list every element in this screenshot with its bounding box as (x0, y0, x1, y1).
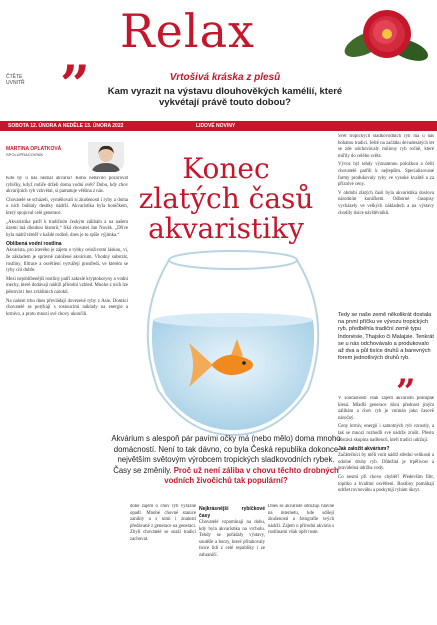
masthead (0, 0, 437, 116)
bottom-column-2 (199, 504, 265, 616)
paragraph: době zájem o chov ryb výrazně opadl. Mnohé chovné stanice zanikly a s nimi i znalosti předávané z generace na generaci. Zbylí chovatelé se snaží tradici zachovat. (130, 504, 196, 542)
newspaper-name: LIDOVÉ NOVINY (196, 123, 236, 129)
subheading: Jak založit akvárium? (338, 446, 390, 453)
goldfish-bowl-image (128, 230, 338, 450)
inside-label: ČTĚTE UVNITŘ (6, 74, 25, 86)
issue-date: SOBOTA 12. ÚNORA A NEDĚLE 13. ÚNORA 2022 (8, 123, 124, 129)
teaser-title: Kam vyrazit na výstavu dlouhověkých kamélií, které vykvétají právě touto dobou? (107, 86, 343, 108)
paragraph: Chovatelé vzpomínají na dobu, kdy byla akvaristika na vrcholu. Tehdy se pořádaly výstavy, soutěže a burzy, které přitahovaly tisíce lidí z celé republiky i ze zahraničí. (199, 520, 265, 558)
bottom-columns (130, 504, 334, 616)
author-name: MARTINA OPLATKOVÁ (6, 146, 62, 152)
paragraph: Chovatelé se scházeli, vyměňovali si zkušenosti i ryby a doma u nich bublaly desítky nádrží. Akvaristika byla koníčkem, který spojoval celé generace. (6, 197, 128, 216)
paragraph: V období zlatých časů byla akvaristika doslova národním koníčkem. Odborné časopisy vycházely ve velkých nákladech a na výstavy chodily tisíce návštěvníků. (338, 190, 434, 216)
caption-text: Akvárium s alespoň pár pavími očky má (nebo mělo) doma mnoho domácností. Není to tak dávno, co byla Česká republika dokonce největším světovým výrobcem tropických sladkovodních rybek. Časy se změnily. (111, 434, 341, 475)
paragraph: Co nesmí při chovu chybět? Především filtr, topítko a kvalitní osvětlení. Rostliny pomáhají udržet rovnováhu a poskytují rybám úkryt. (338, 474, 434, 494)
paragraph: „Akvaristika patří k tradičním českým zálibám a na našem území má dlouhou historii,“ říká chovatel Jan Novák. „Dříve byla nádrž téměř v každé rodině, dnes je to spíše výjimka.“ (6, 219, 128, 238)
subheading: Oblíbená vodní rostlina (6, 241, 62, 248)
paragraph: Kdo by u nás neznal akvária? Koho nebavilo pozorovat rybičky, když rodiče drželi doma vodní svět? Dobu, kdy chov akvarijních ryb vzkvétal, si pamatuje většina z nás. (6, 176, 128, 195)
article-column-3b (338, 396, 434, 616)
bottom-column-3 (268, 504, 334, 616)
paragraph: Vývoz byl tehdy významnou položkou a čeští chovatelé patřili k nejlepším. Specializované farmy produkovaly ryby ve vysoké kvalitě a za příznivé ceny. (338, 162, 434, 188)
paragraph: Mezi nejoblíbenější rostliny patří zakrslé kryptokoryny a vodní mechy, které dodávají nádrži přírodní vzhled. Mnoho z nich lze pěstovat i bez zvláštních nároků. (6, 276, 128, 295)
paragraph: Na našem trhu dnes převládají dovezené ryby z Asie. Domácí chovatelé se potýkají s rostoucími náklady na energie a krmivo, a proto mnozí své chovy ukončili. (6, 298, 128, 317)
pull-quote: Tedy se naše země několikrát dostala na první příčku ve vývozu tropických ryb, předběhla tradiční země typu Indonésie, Thajsko či Malajsie. Tenkrát se u nás odchovávalo a produkovalo až dva a půl tisíce druhů a barevných forem jednotlivých druhů ryb. (338, 312, 434, 362)
author-role: SPOLUPRACOVNÍK (6, 152, 44, 157)
paragraph: Akvarista, pro kterého je zájem o rybky celoživotní láskou, ví, že základem je správně založené akvárium. Vhodný substrát, rostliny, filtrace a osvětlení vytvářejí prostředí, ve kterém se ryby cítí dobře. (6, 248, 128, 274)
author-byline (6, 146, 96, 158)
paragraph: Dnes se akvaristé sdružují hlavně na internetu, kde sdílejí zkušenosti a fotografie svých nádrží. Zájem o přírodní akvária s rostlinami však opět roste. (268, 504, 334, 536)
paragraph: Ceny krmiv, energií i samotných ryb vzrostly, a tak se mnozí rozhodli své nádrže zrušit. Přesto zůstává skupina nadšenců, kteří tradici udržují. (338, 424, 434, 443)
paragraph: V současnosti však zájem akvaristů postupně klesá. Mladší generace dává přednost jiným zálibám a chov ryb je vnímán jako časově náročný. (338, 396, 434, 421)
paragraph: Svět tropických sladkovodních ryb má u nás bohatou tradici. Ještě na začátku devadesátých let se zde odchovávaly miliony ryb ročně, které mířily do celého světa. (338, 134, 434, 159)
pull-quote-mark: ” (396, 372, 416, 412)
camellia-flower-image (335, 4, 431, 68)
teaser-kicker: Vrtošivá kráska z plesů (169, 72, 281, 83)
section-logo: Relax (120, 4, 255, 58)
image-caption (110, 434, 342, 487)
dateline-bar (0, 121, 437, 131)
article-column-1 (6, 176, 128, 616)
caption-highlight: Proč už není záliba v chovu těchto drobných vodních živočichů tak populární? (164, 465, 339, 485)
paragraph: Začátečníci by měli volit nádrž střední velikosti a odolné druhy ryb. Důležitá je trpělivost a pravidelná údržba vody. (338, 453, 434, 472)
bottom-column-1 (130, 504, 196, 616)
teaser-quote-mark: ” (60, 55, 90, 116)
subheading: Nejkrásnější rybičkové časy (199, 506, 265, 519)
author-photo (88, 142, 124, 172)
article-headline: Konec zlatých časů akvaristiky (138, 152, 314, 245)
article-column-3 (338, 134, 434, 308)
